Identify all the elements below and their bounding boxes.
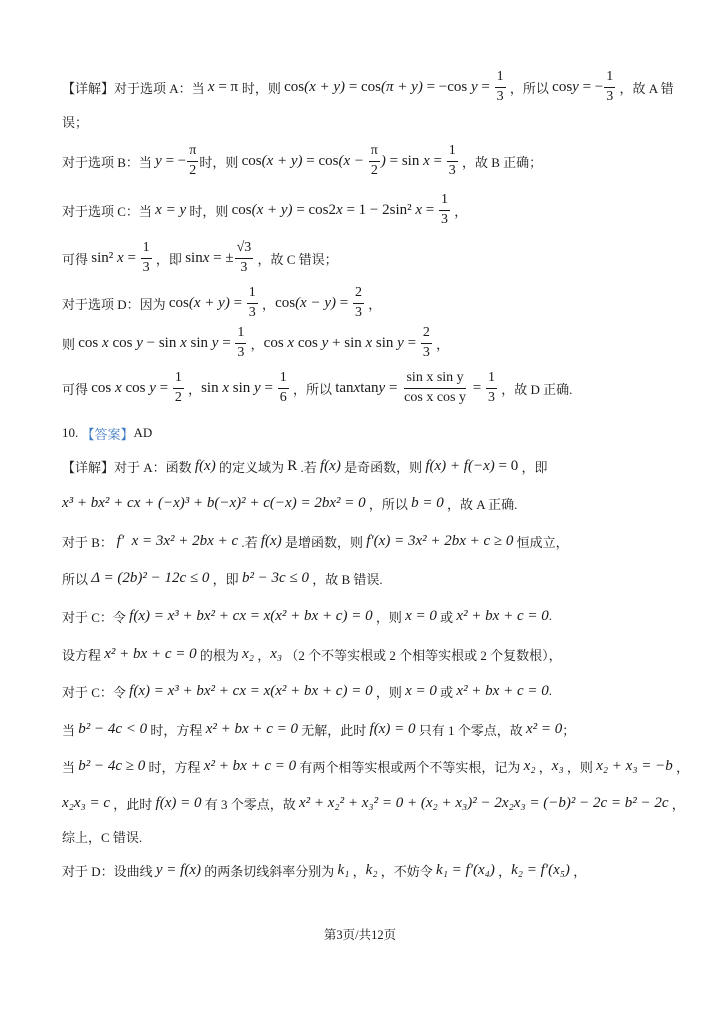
math-run: = [229, 294, 246, 311]
answer-tag: 【答案】 [81, 426, 134, 442]
text-run: ， [432, 336, 450, 352]
text-run: 恒成立， [513, 534, 569, 550]
text-run: ， [184, 381, 202, 397]
math-run: (x − y) [295, 294, 336, 311]
math-run: y [149, 379, 156, 396]
text-run: ，所以 [365, 496, 412, 512]
text-run: 对于选项 B：当 [62, 154, 156, 170]
text-run: ，即 [152, 251, 186, 267]
text-run: ，故 A 错 [616, 80, 674, 96]
text-run: ，故 A 正确. [443, 496, 518, 512]
text-run: 【详解】对于 A：函数 [62, 459, 195, 475]
math-run: f(x) [260, 532, 282, 549]
fraction [495, 69, 506, 104]
math-run: f′ x = 3x² + 2bx + c [112, 532, 239, 549]
text-line [62, 101, 88, 141]
text-run: 对于 C：令 [62, 609, 130, 625]
math-run: = sin [385, 152, 424, 169]
fraction-numerator: 1 [173, 370, 184, 388]
text-run: ， [535, 759, 552, 775]
text-run: ，故 D 正确. [497, 381, 573, 397]
math-run: = cos [345, 78, 382, 95]
math-run: x [423, 152, 430, 169]
math-run: y [155, 152, 162, 169]
text-run: ， [258, 296, 276, 312]
fraction-numerator: 1 [495, 69, 506, 87]
math-run: Δ = (2b)² − 12c ≤ 0 [91, 569, 210, 586]
math-run: y [378, 379, 386, 396]
text-run: 误； [62, 114, 89, 130]
math-run: = ± [209, 249, 234, 266]
fraction-numerator: 2 [353, 285, 364, 303]
text-run: 是奇函数，则 [340, 459, 426, 475]
text-run: ， [668, 796, 685, 812]
math-run: = 1 − 2sin² [342, 201, 416, 218]
fraction [173, 370, 184, 405]
text-run: 可得 [62, 251, 92, 267]
text-run: ，即 [209, 571, 242, 587]
fraction [235, 325, 246, 360]
math-run: x³ + bx² + cx + (−x)³ + b(−x)² + c(−x) = 2bx² = 0 [62, 494, 366, 511]
fraction-denominator: 2 [370, 162, 378, 178]
text-run: （2 个不等实根或 2 个相等实根或 2 个复数根）， [282, 647, 562, 663]
math-run: (x − [338, 152, 368, 169]
math-run: = [336, 294, 352, 311]
math-run: sin² [91, 249, 118, 266]
math-run: = [477, 78, 494, 95]
math-run: cos [121, 379, 150, 396]
fraction-denominator: 3 [354, 304, 362, 320]
text-run: 或 [436, 609, 457, 625]
text-line [62, 634, 562, 674]
math-run: cos [91, 379, 116, 396]
fraction [353, 285, 364, 320]
math-run: cos [263, 334, 288, 351]
text-line [62, 521, 569, 561]
math-run: y [397, 334, 404, 351]
math-run: = [403, 334, 420, 351]
math-run: = π [214, 78, 242, 95]
fraction-denominator: cos x cos y [404, 389, 466, 405]
fraction-denominator: 3 [448, 162, 456, 178]
math-run: x = 0 [405, 682, 437, 699]
fraction-denominator: 3 [237, 344, 245, 360]
math-run: (x + y) [261, 152, 303, 169]
text-line [62, 558, 383, 598]
math-run: = [385, 379, 402, 396]
text-run: . [548, 683, 552, 698]
text-run: .若 [238, 534, 261, 550]
fraction [439, 192, 450, 227]
text-line [62, 783, 685, 823]
fraction-numerator: 2 [421, 325, 432, 343]
fraction-numerator: √3 [235, 240, 254, 258]
text-run: 有 3 个零点，故 [201, 796, 299, 812]
math-run: x [287, 334, 295, 351]
math-run: = − [578, 78, 604, 95]
math-run: (x + y) [188, 294, 230, 311]
math-run: y [211, 334, 219, 351]
math-run: f(x) [194, 457, 216, 474]
fraction [604, 69, 615, 104]
math-run: sin [372, 334, 398, 351]
math-run: = [422, 201, 439, 218]
math-run: x [353, 379, 361, 396]
text-run: 无解，此时 [298, 722, 370, 738]
text-run: ， [254, 647, 271, 663]
text-run: ， [349, 863, 366, 879]
text-line [62, 323, 449, 363]
math-run: x₂ [523, 757, 536, 774]
math-run: y [572, 78, 579, 95]
fraction-numerator: 1 [235, 325, 246, 343]
fraction [278, 370, 289, 405]
text-line [62, 283, 381, 323]
text-line [62, 368, 572, 408]
fraction-denominator: 3 [422, 344, 430, 360]
math-run: x [222, 379, 230, 396]
math-run: = cos2 [292, 201, 337, 218]
math-run: = [260, 379, 277, 396]
math-run: = − [161, 152, 187, 169]
fraction-numerator: 1 [141, 240, 152, 258]
fraction-denominator: 6 [279, 389, 287, 405]
math-run: y [136, 334, 143, 351]
text-line [62, 596, 552, 636]
text-run: 当 [62, 759, 79, 775]
math-run: cos [284, 78, 305, 95]
text-run: ； [562, 722, 576, 738]
fraction [235, 240, 254, 275]
text-line [62, 141, 542, 181]
text-run: ，所以 [506, 80, 553, 96]
math-run: x [202, 249, 210, 266]
text-line [62, 446, 547, 486]
math-run: f(x) = x³ + bx² + cx = x(x² + bx + c) = 0 [129, 682, 373, 699]
fraction-denominator: 3 [240, 259, 248, 275]
text-run: ， [451, 203, 468, 219]
page-footer: 第3页/共12页 [323, 928, 397, 942]
math-run: cos [241, 152, 262, 169]
math-run: R [287, 457, 298, 474]
fraction [447, 143, 458, 178]
text-run: 的根为 [196, 647, 243, 663]
fraction-numerator: 1 [447, 143, 458, 161]
text-run: ，故 B 正确； [458, 154, 543, 170]
math-run: = [429, 152, 446, 169]
math-run: + sin [328, 334, 366, 351]
text-run: 有两个相等实根或两个不等实根，记为 [296, 759, 524, 775]
fraction-numerator: 1 [486, 370, 497, 388]
math-run: x [117, 249, 124, 266]
fraction-denominator: 2 [189, 162, 197, 178]
text-line [62, 238, 338, 278]
math-run: f(x) = x³ + bx² + cx = x(x² + bx + c) = 0 [129, 607, 373, 624]
text-run: 则 [62, 336, 79, 352]
fraction [486, 370, 497, 405]
text-run: 10. [62, 425, 82, 440]
math-run: b² − 3c ≤ 0 [241, 569, 309, 586]
math-run: k₂ [365, 861, 378, 878]
text-run: 时，方程 [145, 759, 204, 775]
text-run: 的两条切线斜率分别为 [201, 863, 338, 879]
text-run: 综上，C 错误. [62, 829, 143, 845]
math-run: cos [231, 201, 252, 218]
fraction-denominator: 3 [496, 88, 504, 104]
math-run: tan [360, 379, 379, 396]
fraction-denominator: 3 [142, 259, 150, 275]
math-run: x [115, 379, 122, 396]
math-run: = [218, 334, 235, 351]
text-line [62, 483, 517, 523]
fraction [187, 143, 198, 178]
text-run: ，不妨令 [377, 863, 437, 879]
math-run: b² − 4c ≥ 0 [78, 757, 146, 774]
text-run: .若 [297, 459, 321, 475]
math-run: f(x) [320, 457, 341, 474]
fraction [402, 370, 468, 405]
math-run: x [336, 201, 343, 218]
fraction-denominator: 3 [606, 88, 614, 104]
math-run: x² + x₂² + x₃² = 0 + (x₂ + x₃)² − 2x₂x₃ = (−b)² − 2c = b² − 2c [299, 794, 669, 811]
math-run: cos [168, 294, 189, 311]
text-run: 或 [436, 684, 457, 700]
text-run: 时，则 [186, 203, 232, 219]
math-run: x² + bx + c = 0 [456, 682, 549, 699]
math-run: x = y [155, 201, 187, 218]
text-run: 对于选项 C：当 [62, 203, 156, 219]
math-run: ) [380, 152, 386, 169]
math-run: y = f(x) [155, 861, 201, 878]
text-run: 可得 [62, 381, 92, 397]
math-run: x₃ [270, 645, 283, 662]
math-run: = −cos [422, 78, 471, 95]
math-run: x = 0 [405, 607, 437, 624]
math-run: k₁ [337, 861, 350, 878]
math-run: x₂ + x₃ = −b [596, 757, 673, 774]
fraction-numerator: 1 [278, 370, 289, 388]
fraction-numerator: sin x sin y [404, 370, 465, 388]
fraction-numerator: 1 [439, 192, 450, 210]
math-run: = [123, 249, 140, 266]
text-run: 时，则 [199, 154, 242, 170]
math-run: f(x) = 0 [369, 720, 416, 737]
text-run: 时，方程 [147, 722, 206, 738]
math-run: (x + y) [304, 78, 346, 95]
text-run: ， [494, 863, 512, 879]
text-run: 对于 B： [62, 534, 113, 550]
text-run: ，则 [563, 759, 597, 775]
text-line [62, 67, 674, 107]
fraction-numerator: π [369, 143, 380, 161]
text-run: ，所以 [289, 381, 336, 397]
text-run: 当 [62, 722, 79, 738]
fraction [421, 325, 432, 360]
fraction [369, 143, 380, 178]
fraction-numerator: 1 [604, 69, 615, 87]
text-run: 设方程 [62, 647, 105, 663]
math-run: x [365, 334, 373, 351]
math-run: sin [201, 379, 223, 396]
math-run: tan [335, 379, 354, 396]
text-line [62, 850, 586, 890]
math-run: y [254, 379, 261, 396]
math-run: k₁ = f′(x₄) [436, 861, 495, 878]
fraction-numerator: 1 [247, 285, 258, 303]
math-run: x [415, 201, 423, 218]
math-run: y [321, 334, 329, 351]
math-run: (x + y) [251, 201, 293, 218]
math-run: cos [108, 334, 137, 351]
text-run: 所以 [62, 571, 92, 587]
text-run: ， [569, 863, 587, 879]
math-run: − sin [142, 334, 181, 351]
math-run: x² + bx + c = 0 [456, 607, 549, 624]
math-run: cos [294, 334, 322, 351]
fraction [141, 240, 152, 275]
math-run: x₂ [242, 645, 254, 662]
math-run: = cos [302, 152, 339, 169]
text-run: ，故 B 错误. [308, 571, 383, 587]
fraction-denominator: 3 [487, 389, 495, 405]
math-run: x² + bx + c = 0 [104, 645, 197, 662]
text-run: 对于选项 D：因为 [62, 296, 169, 312]
math-run: x [180, 334, 187, 351]
math-run: x₂x₃ = c [62, 794, 111, 811]
math-run: sin [229, 379, 255, 396]
math-run: cos [78, 334, 103, 351]
math-run: sin [186, 334, 212, 351]
math-run: = [155, 379, 172, 396]
math-run: sin [185, 249, 203, 266]
fraction-denominator: 3 [441, 211, 449, 227]
math-run: x² + bx + c = 0 [205, 720, 299, 737]
fraction-denominator: 2 [174, 389, 182, 405]
text-run: ，此时 [110, 796, 156, 812]
text-run: 的定义域为 [215, 459, 288, 475]
text-run: ， [364, 296, 382, 312]
text-line [62, 746, 689, 786]
math-run: f(x) + f(−x) [425, 457, 495, 474]
text-line [62, 190, 467, 230]
math-run: = 0 [494, 457, 519, 474]
math-run: x² = 0 [526, 720, 563, 737]
math-run: b² − 4c < 0 [78, 720, 148, 737]
text-run: ，则 [372, 609, 406, 625]
math-run: f′(x) = 3x² + 2bx + c ≥ 0 [366, 532, 514, 549]
text-run: ，即 [518, 459, 548, 475]
text-run: . [548, 608, 552, 623]
math-run: = [469, 379, 485, 396]
text-run: 时，则 [241, 80, 285, 96]
fraction [247, 285, 258, 320]
math-run: x² + bx + c = 0 [203, 757, 297, 774]
text-line [62, 709, 575, 749]
math-run: cos [552, 78, 573, 95]
text-run: ，则 [372, 684, 406, 700]
math-run: b = 0 [411, 494, 444, 511]
text-run: ， [672, 759, 690, 775]
math-run: x₃ [551, 757, 564, 774]
text-run: 对于 D：设曲线 [62, 863, 156, 879]
math-run: x [207, 78, 215, 95]
fraction-denominator: 3 [248, 304, 256, 320]
math-run: cos [275, 294, 296, 311]
text-run: 【详解】对于选项 A：当 [62, 80, 208, 96]
math-run: y [471, 78, 478, 95]
text-run: 只有 1 个零点，故 [415, 722, 526, 738]
math-run: k₂ = f′(x₅) [511, 861, 570, 878]
text-run: 是增函数，则 [281, 534, 367, 550]
text-run: 对于 C：令 [62, 684, 130, 700]
text-run: ，故 C 错误； [254, 251, 338, 267]
math-run: (π + y) [381, 78, 423, 95]
text-run: ， [247, 336, 264, 352]
math-run: f(x) = 0 [155, 794, 202, 811]
fraction-numerator: π [187, 143, 198, 161]
text-run: AD [133, 425, 153, 440]
text-line [62, 671, 552, 711]
math-run: x [102, 334, 109, 351]
